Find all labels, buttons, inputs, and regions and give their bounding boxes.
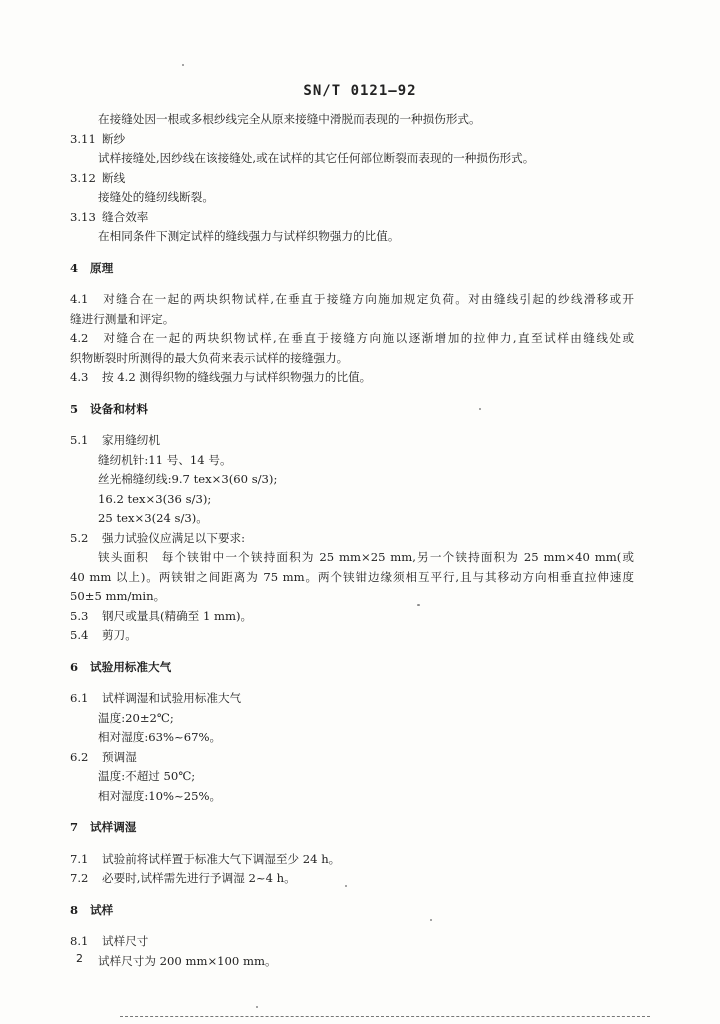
line-text: 家用缝纫机 [102, 433, 160, 447]
line-text: 钢尺或量具(精确至 1 mm)。 [102, 608, 253, 623]
line-text: 缝纫机针:11 号、14 号。 [98, 452, 232, 467]
text-line [70, 188, 634, 208]
line-text: 按 4.2 测得织物的缝线强力与试样织物强力的比值。 [102, 370, 372, 384]
line-text: 相对湿度:63%~67%。 [98, 730, 222, 744]
paragraph-spacer [70, 889, 634, 901]
line-text: 缝合效率 [102, 209, 149, 224]
scan-speck [417, 604, 420, 606]
clause-number: 8 [70, 902, 79, 917]
clause-line [70, 130, 634, 150]
clause-line [70, 169, 634, 189]
line-text: 试验用标准大气 [90, 659, 172, 674]
scan-speck [479, 408, 481, 410]
clause-number: 8.1 [70, 934, 89, 948]
clause-number: 5 [70, 401, 79, 416]
clause-number: 7.1 [70, 851, 89, 866]
clause-line [70, 208, 634, 228]
clause-number: 6.1 [70, 691, 89, 705]
clause-number: 7 [70, 820, 79, 834]
line-text: 16.2 tex×3(36 s/3); [98, 491, 212, 506]
line-text: 50±5 mm/min。 [70, 589, 166, 603]
clause-number: 6 [70, 659, 79, 674]
line-text: 织物断裂时所测得的最大负荷来表示试样的接缝强力。 [70, 350, 349, 365]
text-line [70, 227, 634, 247]
clause-line [70, 869, 634, 889]
clause-line [70, 368, 634, 388]
section-heading [70, 901, 634, 921]
text-line [70, 709, 634, 729]
clause-number: 5.4 [70, 628, 89, 642]
line-text: 丝光棉缝纫线:9.7 tex×3(60 s/3); [98, 472, 278, 486]
line-text: 相对湿度:10%~25%。 [98, 788, 222, 803]
line-text: 试样尺寸为 200 mm×100 mm。 [98, 953, 277, 968]
line-text: 对缝合在一起的两块织物试样,在垂直于接缝方向施以逐渐增加的拉伸力,直至试样由缝线处或 [102, 331, 634, 345]
clause-line [70, 607, 634, 627]
clause-number: 4.1 [70, 292, 89, 306]
clause-line [70, 329, 634, 349]
scan-speck [256, 1006, 258, 1008]
line-text: 试验前将试样置于标准大气下调湿至少 24 h。 [102, 851, 341, 866]
clause-line [70, 748, 634, 768]
line-text: 试样接缝处,因纱线在该接缝处,或在试样的其它任何部位断裂而表现的一种损伤形式。 [98, 151, 535, 165]
line-text: 原理 [90, 260, 114, 275]
text-line [70, 728, 634, 748]
clause-number: 3.11 [70, 131, 96, 146]
clause-number: 3.12 [70, 170, 96, 185]
text-line [70, 568, 634, 588]
clause-number: 6.2 [70, 749, 89, 764]
clause-number: 5.3 [70, 608, 89, 623]
clause-number: 5.1 [70, 433, 89, 447]
line-text: 对缝合在一起的两块织物试样,在垂直于接缝方向施加规定负荷。对由缝线引起的纱线滑移或开 [102, 292, 634, 306]
text-line [70, 310, 634, 330]
text-line [70, 349, 634, 369]
line-text: 40 mm 以上)。两铗钳之间距离为 75 mm。两个铗钳边缘须相互平行,且与其移动方向相垂直拉伸速度 [70, 569, 634, 584]
line-text: 强力试验仪应满足以下要求: [102, 530, 246, 545]
clause-number: 5.2 [70, 530, 89, 545]
text-line [70, 451, 634, 471]
clause-line [70, 850, 634, 870]
line-text: 预调湿 [102, 749, 137, 764]
line-text: 设备和材料 [90, 401, 148, 416]
clause-number: 4 [70, 260, 79, 275]
section-heading [70, 818, 634, 838]
scan-speck [182, 64, 184, 66]
line-text: 25 tex×3(24 s/3)。 [98, 511, 208, 525]
text-line [70, 509, 634, 529]
clause-line [70, 689, 634, 709]
paragraph-spacer [70, 247, 634, 259]
text-line [70, 470, 634, 490]
line-text: 铗头面积 每个铗钳中一个铗持面积为 25 mm×25 mm,另一个铗持面积为 25 mm×40 mm(或 [98, 550, 634, 564]
document-header: SN/T 0121—92 [303, 83, 417, 99]
document-body [70, 110, 634, 971]
line-text: 温度:不超过 50℃; [98, 769, 196, 783]
line-text: 断纱 [102, 131, 126, 146]
line-text: 试样尺寸 [102, 934, 149, 948]
clause-line [70, 529, 634, 549]
text-line [70, 490, 634, 510]
scan-edge-line [120, 1016, 650, 1017]
scan-speck [430, 919, 432, 921]
clause-line [70, 431, 634, 451]
section-heading [70, 400, 634, 420]
clause-number: 7.2 [70, 871, 89, 885]
paragraph-spacer [70, 806, 634, 818]
section-heading [70, 658, 634, 678]
text-line [70, 110, 634, 130]
paragraph-spacer [70, 646, 634, 658]
text-line [70, 787, 634, 807]
paragraph-spacer [70, 278, 634, 290]
clause-line [70, 932, 634, 952]
paragraph-spacer [70, 388, 634, 400]
line-text: 必要时,试样需先进行予调湿 2~4 h。 [102, 871, 296, 885]
clause-number: 4.3 [70, 370, 89, 384]
clause-number: 4.2 [70, 331, 89, 345]
line-text: 断线 [102, 170, 126, 185]
paragraph-spacer [70, 920, 634, 932]
line-text: 接缝处的缝纫线断裂。 [98, 190, 214, 204]
paragraph-spacer [70, 838, 634, 850]
page-number: 2 [76, 952, 83, 965]
line-text: 缝进行测量和评定。 [70, 311, 175, 326]
line-text: 在相同条件下测定试样的缝线强力与试样织物强力的比值。 [98, 229, 400, 243]
line-text: 试样调湿 [90, 820, 137, 834]
text-line [70, 587, 634, 607]
line-text: 剪刀。 [102, 628, 137, 642]
scan-speck [345, 885, 347, 887]
paragraph-spacer [70, 419, 634, 431]
clause-line [70, 290, 634, 310]
line-text: 温度:20±2℃; [98, 710, 174, 725]
line-text: 在接缝处因一根或多根纱线完全从原来接缝中滑脱而表现的一种损伤形式。 [98, 112, 481, 126]
text-line [70, 767, 634, 787]
clause-line [70, 626, 634, 646]
text-line [70, 952, 634, 972]
line-text: 试样 [90, 902, 114, 917]
section-heading [70, 259, 634, 279]
paragraph-spacer [70, 677, 634, 689]
clause-number: 3.13 [70, 209, 96, 224]
line-text: 试样调湿和试验用标准大气 [102, 691, 242, 705]
text-line [70, 548, 634, 568]
text-line [70, 149, 634, 169]
